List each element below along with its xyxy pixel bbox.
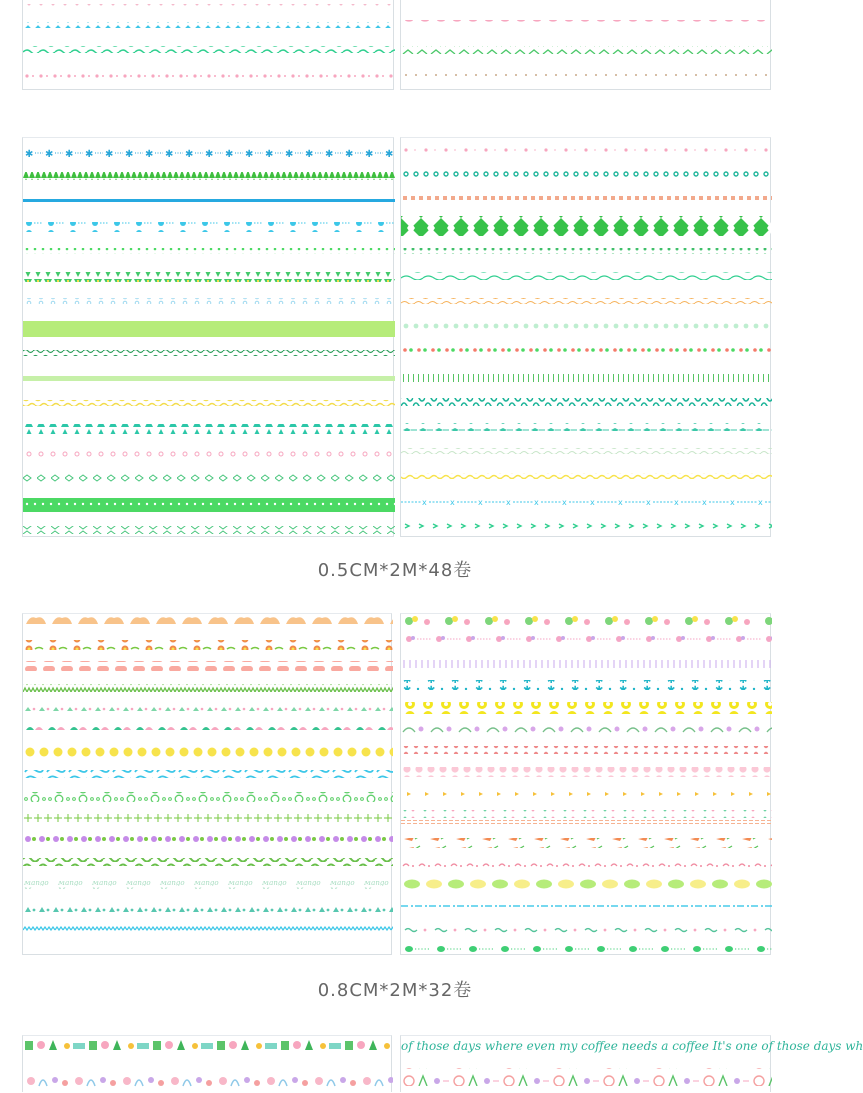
washi-tape-card-3-right xyxy=(400,613,771,955)
washi-tape-strips xyxy=(23,614,393,956)
washi-tape-card-3-left xyxy=(22,613,392,955)
washi-tape-card-4-left xyxy=(22,1035,392,1092)
washi-tape-card-2-left xyxy=(22,137,394,537)
washi-tape-card-4-right xyxy=(400,1035,863,1092)
washi-tape-card-1-right xyxy=(400,0,771,90)
washi-tape-strips xyxy=(401,614,772,956)
washi-tape-strips xyxy=(401,1036,772,1093)
washi-tape-strips xyxy=(23,1036,393,1093)
washi-tape-card-2-right xyxy=(400,137,771,537)
washi-tape-strips xyxy=(23,138,395,538)
size-spec-caption: 0.5CM*2M*48卷 xyxy=(317,560,473,581)
size-spec-caption: 0.8CM*2M*32卷 xyxy=(317,980,473,1001)
washi-tape-card-1-left xyxy=(22,0,394,90)
washi-tape-strips xyxy=(401,138,772,538)
tape-script-text: of those days where even my coffee needs a coffee It's one of those days wh xyxy=(401,1039,863,1053)
washi-tape-strips xyxy=(401,0,772,90)
washi-tape-strips xyxy=(23,0,395,90)
